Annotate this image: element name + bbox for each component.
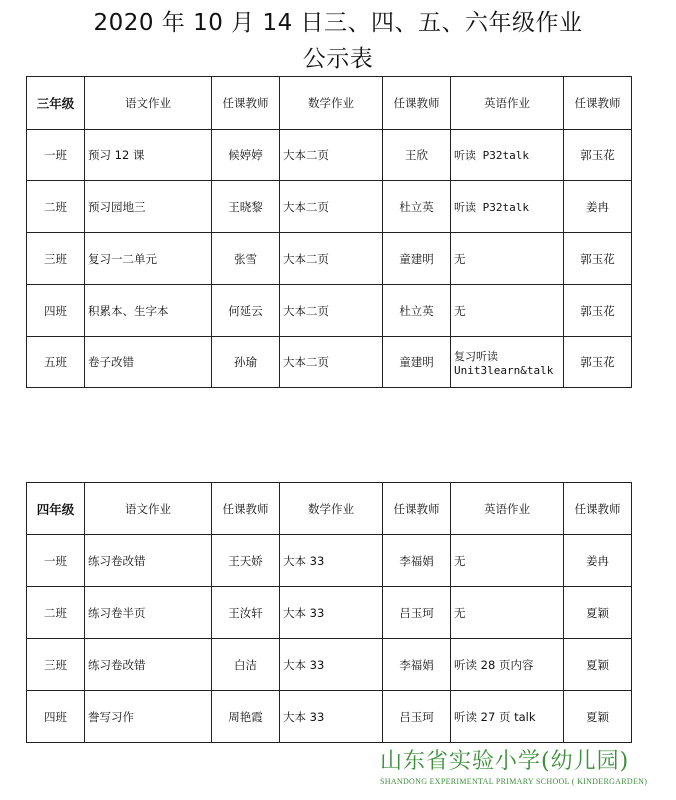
class-name: 一班 [27, 130, 85, 181]
math-homework: 大本 33 [280, 691, 383, 743]
math-teacher: 李福娟 [383, 535, 451, 587]
english-teacher: 郭玉花 [564, 285, 632, 337]
header-teacher: 任课教师 [564, 77, 632, 130]
english-teacher: 姜冉 [564, 181, 632, 233]
english-teacher: 夏颖 [564, 639, 632, 691]
math-teacher: 王欣 [383, 130, 451, 181]
header-english: 英语作业 [451, 77, 564, 130]
math-homework: 大本二页 [280, 181, 383, 233]
english-homework [451, 337, 564, 388]
math-homework: 大本二页 [280, 233, 383, 285]
school-watermark-logo [380, 748, 670, 786]
header-teacher: 任课教师 [212, 483, 280, 535]
table-header-row [27, 483, 632, 535]
english-teacher: 郭玉花 [564, 130, 632, 181]
english-homework: 无 [451, 233, 564, 285]
school-name-chinese: 山东省实验小学(幼儿园) [380, 749, 630, 774]
table-row [27, 639, 632, 691]
english-teacher: 夏颖 [564, 587, 632, 639]
chinese-teacher: 何延云 [212, 285, 280, 337]
chinese-teacher: 王晓黎 [212, 181, 280, 233]
english-homework-line1: 复习听读 [454, 349, 498, 363]
math-teacher: 吕玉珂 [383, 691, 451, 743]
math-teacher: 童建明 [383, 233, 451, 285]
table-row [27, 285, 632, 337]
chinese-homework: 复习一二单元 [85, 233, 212, 285]
math-homework: 大本二页 [280, 130, 383, 181]
english-homework: 无 [451, 535, 564, 587]
english-homework: 听读 28 页内容 [451, 639, 564, 691]
class-name: 二班 [27, 181, 85, 233]
math-homework: 大本 33 [280, 587, 383, 639]
table-row [27, 535, 632, 587]
english-teacher: 姜冉 [564, 535, 632, 587]
chinese-teacher: 周艳霞 [212, 691, 280, 743]
english-homework: 听读 P32talk [451, 130, 564, 181]
math-teacher: 李福娟 [383, 639, 451, 691]
chinese-homework: 练习卷半页 [85, 587, 212, 639]
header-chinese: 语文作业 [85, 77, 212, 130]
math-teacher: 杜立英 [383, 285, 451, 337]
chinese-homework: 誊写习作 [85, 691, 212, 743]
math-homework: 大本二页 [280, 285, 383, 337]
english-homework: 无 [451, 587, 564, 639]
grade3-homework-table [26, 76, 632, 388]
chinese-teacher: 王天娇 [212, 535, 280, 587]
english-homework-line2: Unit3learn&talk [454, 363, 554, 377]
table-row [27, 233, 632, 285]
chinese-homework: 卷子改错 [85, 337, 212, 388]
header-math: 数学作业 [280, 77, 383, 130]
header-teacher: 任课教师 [383, 483, 451, 535]
math-teacher: 童建明 [383, 337, 451, 388]
document-title-line2: 公示表 [302, 46, 374, 72]
chinese-homework: 练习卷改错 [85, 639, 212, 691]
header-teacher: 任课教师 [212, 77, 280, 130]
english-homework: 听读 P32talk [451, 181, 564, 233]
grade4-homework-table [26, 482, 632, 743]
table-row [27, 181, 632, 233]
chinese-homework: 预习 12 课 [85, 130, 212, 181]
math-teacher: 杜立英 [383, 181, 451, 233]
english-homework: 听读 27 页 talk [451, 691, 564, 743]
table-row [27, 691, 632, 743]
grade-label: 三年级 [27, 77, 85, 130]
header-english: 英语作业 [451, 483, 564, 535]
chinese-homework: 积累本、生字本 [85, 285, 212, 337]
english-teacher: 郭玉花 [564, 233, 632, 285]
header-teacher: 任课教师 [564, 483, 632, 535]
chinese-teacher: 王汝轩 [212, 587, 280, 639]
table-row [27, 587, 632, 639]
class-name: 一班 [27, 535, 85, 587]
chinese-teacher: 孙瑜 [212, 337, 280, 388]
math-teacher: 吕玉珂 [383, 587, 451, 639]
english-teacher: 郭玉花 [564, 337, 632, 388]
english-homework: 无 [451, 285, 564, 337]
chinese-homework: 预习园地三 [85, 181, 212, 233]
class-name: 三班 [27, 233, 85, 285]
document-title-line1: 2020 年 10 月 14 日三、四、五、六年级作业 [93, 10, 583, 36]
header-chinese: 语文作业 [85, 483, 212, 535]
math-homework: 大本二页 [280, 337, 383, 388]
class-name: 五班 [27, 337, 85, 388]
english-teacher: 夏颖 [564, 691, 632, 743]
grade-label: 四年级 [27, 483, 85, 535]
class-name: 三班 [27, 639, 85, 691]
class-name: 二班 [27, 587, 85, 639]
math-homework: 大本 33 [280, 535, 383, 587]
table-header-row [27, 77, 632, 130]
math-homework: 大本 33 [280, 639, 383, 691]
chinese-teacher: 张雪 [212, 233, 280, 285]
chinese-homework: 练习卷改错 [85, 535, 212, 587]
header-math: 数学作业 [280, 483, 383, 535]
header-teacher: 任课教师 [383, 77, 451, 130]
chinese-teacher: 白洁 [212, 639, 280, 691]
class-name: 四班 [27, 285, 85, 337]
chinese-teacher: 候婷婷 [212, 130, 280, 181]
table-row [27, 130, 632, 181]
class-name: 四班 [27, 691, 85, 743]
table-row [27, 337, 632, 388]
school-name-english: SHANDONG EXPERIMENTAL PRIMARY SCHOOL ( KINDERGARDEN) [380, 777, 648, 786]
